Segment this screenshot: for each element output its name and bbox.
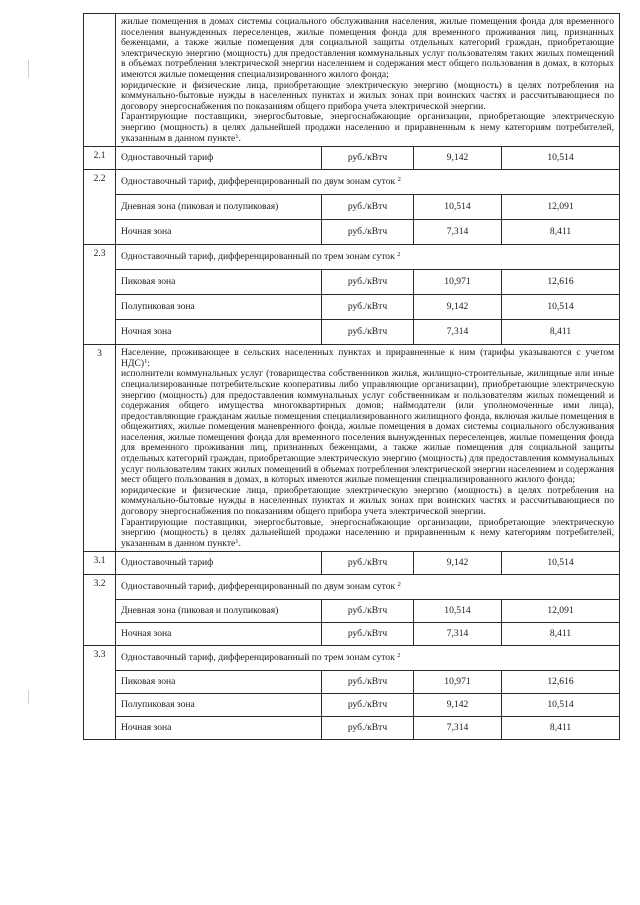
tariff-value-2: 12,616 (502, 270, 620, 295)
tariff-group-title: Одноставочный тариф, дифференцированный по трем зонам суток $^2$ (116, 646, 620, 671)
tariff-unit: руб./кВтч (322, 220, 414, 245)
description-intro: Население, проживающее в сельских населенных пунктах и приравненные к ним (тарифы указываются с учетом НДС)$^1$: (121, 347, 615, 369)
zone-name: Пиковая зона (116, 270, 322, 295)
footnote-ref: 1 (144, 357, 148, 365)
zone-name: Дневная зона (пиковая и полупиковая) (116, 195, 322, 220)
tariff-value-2: 10,514 (502, 147, 620, 170)
tariff-value-1: 9,142 (414, 295, 502, 320)
row-number (84, 14, 116, 147)
footnote-ref: 1 (235, 537, 239, 545)
tariff-unit: руб./кВтч (322, 717, 414, 740)
footnote-ref: 1 (235, 132, 239, 140)
table-row (84, 220, 620, 245)
table-row (84, 320, 620, 345)
tariff-unit: руб./кВтч (322, 147, 414, 170)
row-number: 2.1 (84, 147, 116, 170)
table-row (84, 717, 620, 740)
tariff-value-2: 12,616 (502, 671, 620, 694)
tariff-value-2: 12,091 (502, 195, 620, 220)
tariff-unit: руб./кВтч (322, 320, 414, 345)
tariff-value-1: 7,314 (414, 717, 502, 740)
scan-edge-mark (28, 60, 29, 78)
tariff-value-1: 9,142 (414, 694, 502, 717)
table-row (84, 694, 620, 717)
footnote-ref: 2 (397, 250, 401, 258)
tariff-unit: руб./кВтч (322, 694, 414, 717)
tariff-value-1: 10,971 (414, 270, 502, 295)
tariff-value-1: 7,314 (414, 220, 502, 245)
tariff-value-1: 9,142 (414, 552, 502, 575)
tariff-value-1: 10,514 (414, 195, 502, 220)
zone-name: Ночная зона (116, 320, 322, 345)
row-number: 2.2 (84, 170, 116, 245)
tariff-value-2: 12,091 (502, 600, 620, 623)
description-paragraph: жилые помещения в домах системы социального обслуживания населения, жилые помещения фонда для временного поселения вынужденных переселенцев, жилые помещения фонда для временного проживания лиц, признанных беженцами, а также жилые помещения для социальной защиты отдельных категорий граждан, приобретающие электрическую энергию (мощность) для предоставления коммунальных услуг пользователям таких жилых помещений в объемах потребления электрической энергии населением и содержания мест общего пользования в домах, в которых имеются жилые помещения специализированного жилого фонда; (121, 16, 615, 80)
table-row (84, 646, 620, 671)
row-number: 3 (84, 345, 116, 552)
tariff-value-2: 8,411 (502, 623, 620, 646)
tariff-group-title: Одноставочный тариф, дифференцированный по двум зонам суток $^2$ (116, 170, 620, 195)
description-paragraph: юридические и физические лица, приобретающие электрическую энергию (мощность) в целях потребления на коммунально-бытовые нужды в населенных пунктах и жилых зонах при воинских частях и рассчитывающиеся по договору энергоснабжения по показаниям общего прибора учета электрической энергии. (121, 79, 615, 112)
table-row (84, 671, 620, 694)
table-row (84, 552, 620, 575)
zone-name: Полупиковая зона (116, 295, 322, 320)
tariff-value-1: 9,142 (414, 147, 502, 170)
tariff-unit: руб./кВтч (322, 600, 414, 623)
table-row (84, 245, 620, 270)
row-number: 3.2 (84, 575, 116, 646)
footnote-ref: 2 (397, 652, 401, 660)
table-row (84, 195, 620, 220)
table-row (84, 345, 620, 552)
footnote-ref: 2 (397, 581, 401, 589)
tariff-group-title: Одноставочный тариф, дифференцированный по трем зонам суток $^2$ (116, 245, 620, 270)
zone-name: Ночная зона (116, 623, 322, 646)
zone-name: Пиковая зона (116, 671, 322, 694)
zone-name: Ночная зона (116, 220, 322, 245)
description-paragraph: юридические и физические лица, приобретающие электрическую энергию (мощность) в целях потребления на коммунально-бытовые нужды в населенных пунктах и жилых зонах при воинских частях и рассчитывающиеся по договору энергоснабжения по показаниям общего прибора учета электрической энергии. (121, 484, 615, 518)
table-row (84, 147, 620, 170)
tariff-unit: руб./кВтч (322, 623, 414, 646)
zone-name: Дневная зона (пиковая и полупиковая) (116, 600, 322, 623)
tariff-value-1: 10,971 (414, 671, 502, 694)
scan-edge-mark (28, 690, 29, 704)
tariff-value-1: 7,314 (414, 320, 502, 345)
table-row (84, 575, 620, 600)
tariff-value-2: 10,514 (502, 295, 620, 320)
zone-name: Полупиковая зона (116, 694, 322, 717)
table-row (84, 295, 620, 320)
tariff-value-2: 8,411 (502, 320, 620, 345)
description-paragraph: исполнители коммунальных услуг (товарищества собственников жилья, жилищно-строительные, жилищные или иные специализированные потребительские кооперативы либо управляющие организации), приобретающие электрическую энергию (мощность) для предоставления коммунальных услуг собственникам и пользователям жилых помещений и содержания общего имущества многоквартирных домов; наймодатели (или уполномоченные ими лица), предоставляющие гражданам жилые помещения специализированного жилищного фонда, включая жилые помещения в общежитиях, жилые помещения маневренного фонда, жилые помещения в домах системы социального обслуживания населения, жилые помещения фонда для временного поселения вынужденных переселенцев, жилые помещения фонда для временного проживания лиц, признанных беженцами, а также жилые помещения для социальной защиты отдельных категорий граждан, приобретающие электрическую энергию (мощность) для предоставления коммунальных услуг пользователям таких жилых помещений в объемах потребления электрической энергии населением и содержания мест общего пользования в домах, в которых имеются жилые помещения специализированного жилого фонда; (121, 368, 615, 486)
zone-name: Ночная зона (116, 717, 322, 740)
tariff-value-2: 10,514 (502, 694, 620, 717)
tariff-value-1: 7,314 (414, 623, 502, 646)
tariff-unit: руб./кВтч (322, 195, 414, 220)
consumer-category-description (116, 345, 620, 552)
row-number: 3.1 (84, 552, 116, 575)
tariff-value-2: 10,514 (502, 552, 620, 575)
table-row (84, 170, 620, 195)
tariff-value-2: 8,411 (502, 220, 620, 245)
tariff-group-title: Одноставочный тариф, дифференцированный по двум зонам суток $^2$ (116, 575, 620, 600)
tariff-unit: руб./кВтч (322, 552, 414, 575)
table-row (84, 623, 620, 646)
tariff-unit: руб./кВтч (322, 295, 414, 320)
table-row (84, 600, 620, 623)
row-number: 3.3 (84, 646, 116, 740)
footnote-ref: 2 (397, 175, 401, 183)
description-paragraph: Гарантирующие поставщики, энергосбытовые, энергоснабжающие организации, приобретающие электрическую энергию (мощность) в целях дальнейшей продажи населению и приравненным к нему категориям потребителей, указанным в данном пункте$^1$. (121, 516, 615, 549)
table-row (84, 14, 620, 147)
tariff-table (83, 13, 620, 740)
description-paragraph: Гарантирующие поставщики, энергосбытовые, энергоснабжающие организации, приобретающие электрическую энергию (мощность) в целях дальнейшей продажи населению и приравненным к нему категориям потребителей, указанным в данном пункте$^1$. (121, 111, 615, 144)
tariff-value-1: 10,514 (414, 600, 502, 623)
consumer-category-description (116, 14, 620, 147)
tariff-unit: руб./кВтч (322, 671, 414, 694)
tariff-name: Одноставочный тариф (116, 147, 322, 170)
table-row (84, 270, 620, 295)
row-number: 2.3 (84, 245, 116, 345)
tariff-unit: руб./кВтч (322, 270, 414, 295)
tariff-name: Одноставочный тариф (116, 552, 322, 575)
tariff-value-2: 8,411 (502, 717, 620, 740)
